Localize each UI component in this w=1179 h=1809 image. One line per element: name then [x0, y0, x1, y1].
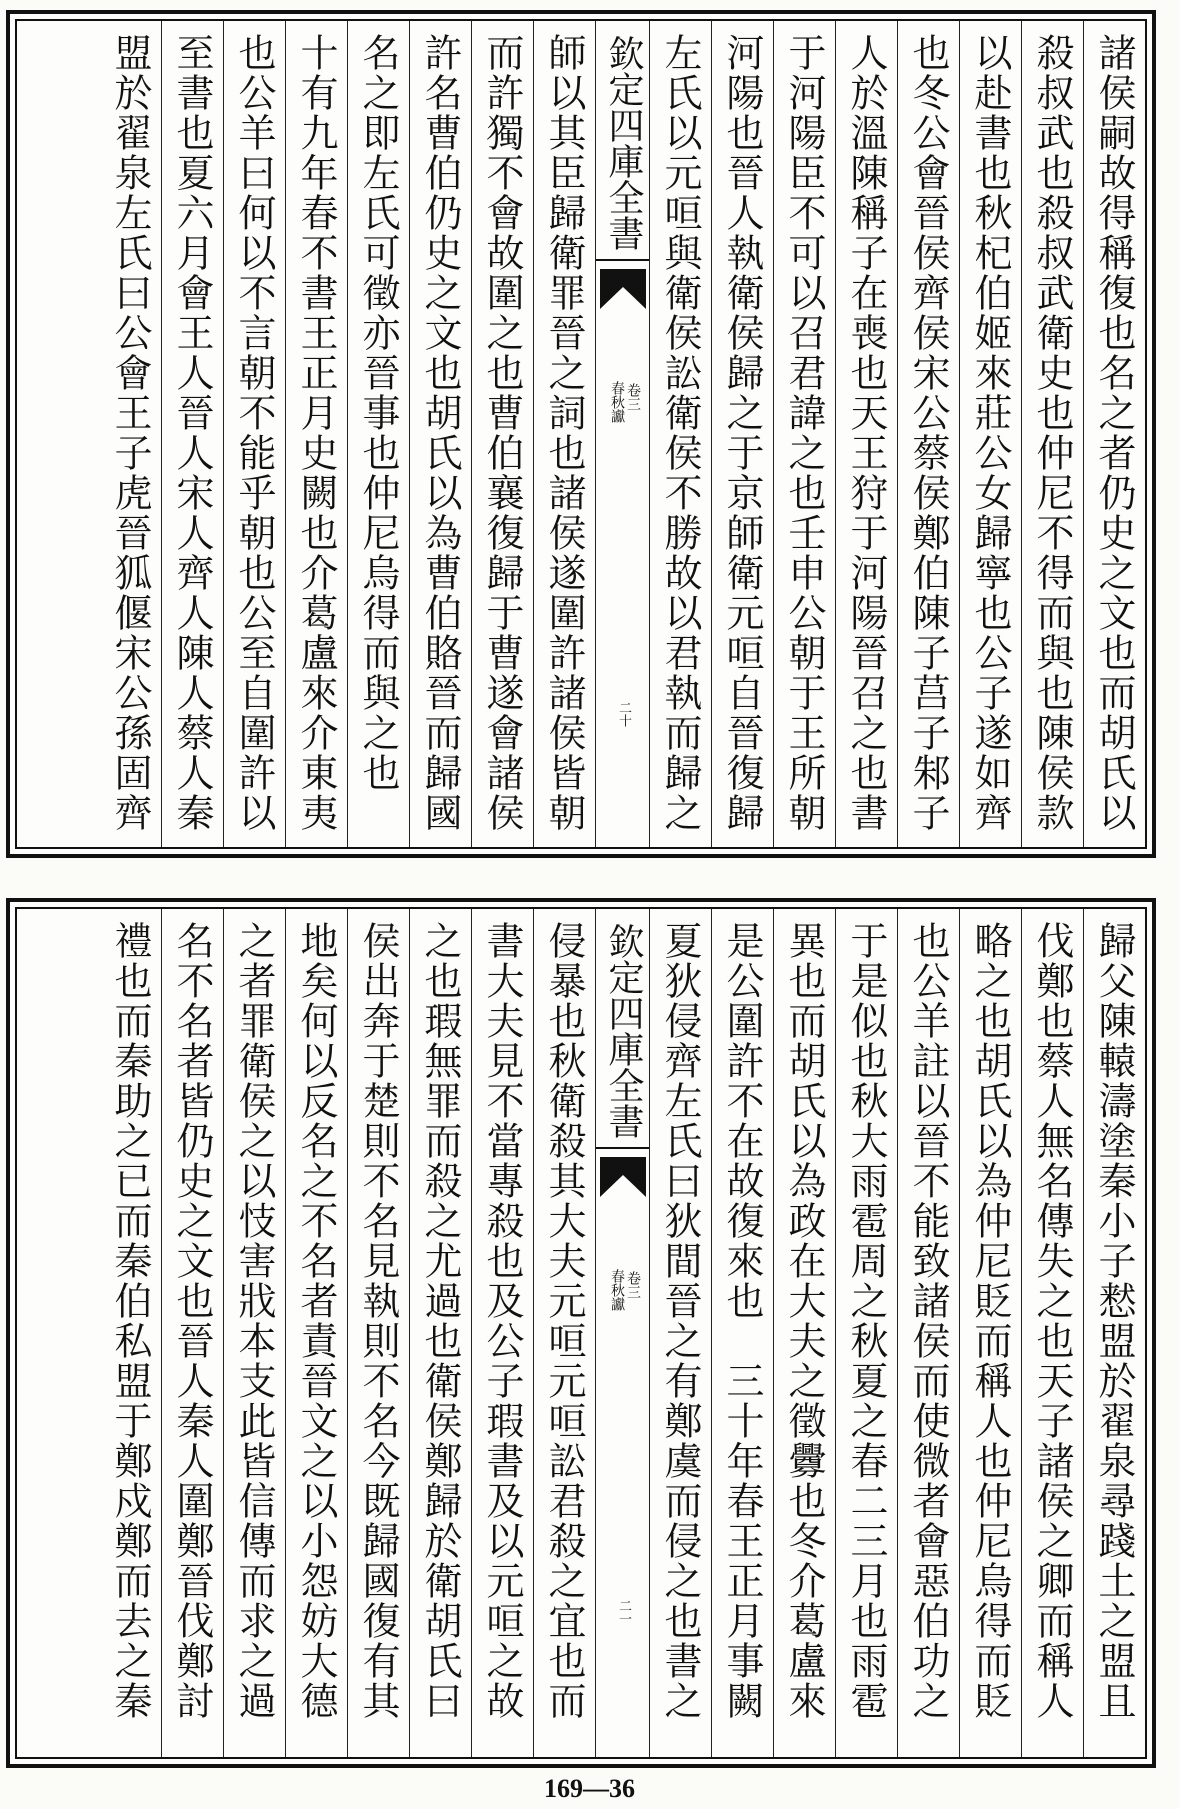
- text-column: 至書也夏六月會王人晉人宋人齊人陳人蔡人秦: [161, 21, 223, 847]
- text-column: 是公圍許不在故復來也 三十年春王正月事闕: [711, 909, 773, 1757]
- leaf-number: 二十: [616, 701, 631, 727]
- volume-label: 卷三: [625, 1271, 641, 1299]
- upper-page-frame: [15, 19, 1147, 849]
- text-column: 盟於翟泉左氏曰公會王子虎晉狐偃宋公孫固齊: [108, 33, 152, 833]
- text-column: 諸侯嗣故得稱復也名之者仍史之文也而胡氏以: [1083, 21, 1145, 847]
- series-title: 欽定四庫全書: [596, 909, 649, 1149]
- text-column: 侯出奔于楚則不名見執則不名今既歸國復有其: [347, 909, 409, 1757]
- text-column: 異也而胡氏以為政在大夫之徵釁也冬介葛盧來: [773, 909, 835, 1757]
- text-column: 也公羊曰何以不言朝不能乎朝也公至自圍許以: [223, 21, 285, 847]
- text-column: 名之即左氏可徵亦晉事也仲尼烏得而與之也: [347, 21, 409, 847]
- upper-page: [6, 10, 1156, 858]
- lower-page-frame: [15, 907, 1147, 1759]
- text-column: 歸父陳轅濤塗秦小子慭盟於翟泉尋踐土之盟且: [1083, 909, 1145, 1757]
- text-column: 左氏以元咺與衛侯訟衛侯不勝故以君執而歸之: [649, 21, 711, 847]
- text-column: 也冬公會晉侯齊侯宋公蔡侯鄭伯陳子莒子邾子: [897, 21, 959, 847]
- text-column: 而許獨不會故圍之也曹伯襄復歸于曹遂會諸侯: [471, 21, 533, 847]
- volume-label: 卷三: [625, 383, 641, 411]
- fishtail-mark-icon: [600, 269, 646, 309]
- text-column: 夏狄侵齊左氏曰狄間晉之有鄭虞而侵之也書之: [649, 909, 711, 1757]
- series-title: 欽定四庫全書: [596, 21, 649, 261]
- text-column: 師以其臣歸衛罪晉之詞也諸侯遂圍許諸侯皆朝: [533, 21, 595, 847]
- leaf-number: 二一: [616, 1599, 631, 1625]
- center-fold: [595, 909, 649, 1757]
- text-column: 十有九年春不書王正月史闕也介葛盧來介東夷: [285, 21, 347, 847]
- center-fold: [595, 21, 649, 847]
- text-column: 侵暴也秋衛殺其大夫元咺元咺訟君殺之宜也而: [533, 909, 595, 1757]
- text-column: 伐鄭也蔡人無名傳失之也天子諸侯之卿而稱人: [1021, 909, 1083, 1757]
- text-column: 之者罪衛侯之以忮害戕本支此皆信傳而求之過: [223, 909, 285, 1757]
- text-column: 于是似也秋大雨雹周之秋夏之春二三月也雨雹: [835, 909, 897, 1757]
- text-column: 許名曹伯仍史之文也胡氏以為曹伯賂晉而歸國: [409, 21, 471, 847]
- book-title: 春秋讞: [609, 1269, 625, 1311]
- text-column: 也公羊註以晉不能致諸侯而使微者會惡伯功之: [897, 909, 959, 1757]
- text-column: 之也瑕無罪而殺之尤過也衛侯鄭歸於衛胡氏曰: [409, 909, 471, 1757]
- text-column: 以赴書也秋杞伯姬來莊公女歸寧也公子遂如齊: [959, 21, 1021, 847]
- text-column: 于河陽臣不可以召君諱之也壬申公朝于王所朝: [773, 21, 835, 847]
- text-column: 河陽也晉人執衛侯歸之于京師衛元咺自晉復歸: [711, 21, 773, 847]
- fishtail-mark-icon: [600, 1157, 646, 1197]
- text-column: 地矣何以反名之不名者責晉文之以小怨妨大德: [285, 909, 347, 1757]
- text-column: 禮也而秦助之已而秦伯私盟于鄭戍鄭而去之秦: [108, 921, 152, 1721]
- text-column: 略之也胡氏以為仲尼貶而稱人也仲尼烏得而貶: [959, 909, 1021, 1757]
- text-column: 人於溫陳稱子在喪也天王狩于河陽晉召之也書: [835, 21, 897, 847]
- text-column: 殺叔武也殺叔武衛史也仲尼不得而與也陳侯款: [1021, 21, 1083, 847]
- text-column: 書大夫見不當專殺也及公子瑕書及以元咺之故: [471, 909, 533, 1757]
- page-number: 169—36: [544, 1774, 635, 1803]
- text-column: 名不名者皆仍史之文也晉人秦人圍鄭晉伐鄭討: [161, 909, 223, 1757]
- lower-page: [6, 898, 1156, 1768]
- book-title: 春秋讞: [609, 381, 625, 423]
